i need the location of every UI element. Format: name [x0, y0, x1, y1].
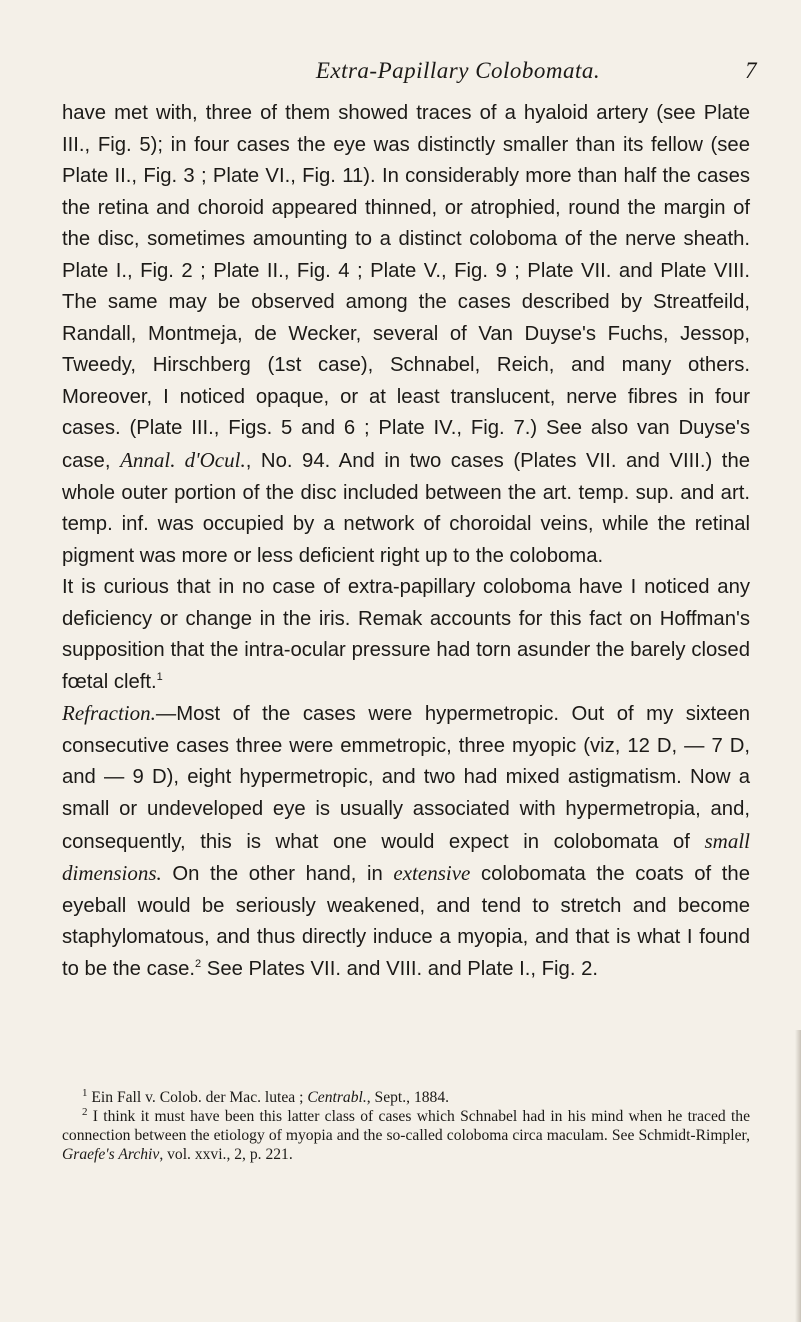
footnote-1-mark: 1 [82, 1086, 88, 1099]
page-number: 7 [745, 58, 757, 83]
footnote-1 [62, 1088, 750, 1107]
footnote-2-italic: Graefe's Archiv [62, 1146, 160, 1163]
italic-extensive: extensive [393, 861, 471, 886]
paragraph-2 [62, 572, 750, 698]
running-title: Extra-Papillary Colobomata. [315, 58, 601, 83]
footnote-1-text-a: Ein Fall v. Colob. der Mac. lutea ; [87, 1089, 304, 1106]
paragraph-3-text-d: See Plates VII. and VIII. and Plate I., Fig. 2. [201, 957, 599, 980]
footnote-2-text-a: I think it must have been this latter class of cases which Schnabel had in his mind when he traced the connection between the etiology of myopia and the so-called coloboma circa maculam. See Schmidt-Rimpler, [62, 1108, 750, 1144]
footnote-ref-2: 2 [195, 958, 202, 970]
footnote-2 [62, 1107, 750, 1164]
paragraph-1-text-b: , No. 94. And in two cases (Plates VII. and VIII.) the whole outer portion of the disc included between the art. temp. sup. and art. temp. inf. was occupied by a network of choroidal veins, while the retinal pigment was more or less deficient right up to the coloboma. [62, 450, 750, 567]
footnote-1-italic: Centrabl. [307, 1089, 367, 1106]
italic-small-dimensions: small dimensions. [62, 828, 751, 886]
paragraph-3 [62, 698, 750, 985]
paragraph-2-text: It is curious that in no case of extra-papillary coloboma have I noticed any deficiency or change in the iris. Remak accounts for this fact on Hoffman's supposition that the intra-ocular pressure had torn asunder the barely closed fœtal cleft. [62, 576, 750, 693]
footnotes [62, 1088, 750, 1164]
footnote-1-text-b: , Sept., 1884. [366, 1089, 450, 1106]
journal-title-italic: Annal. d'Ocul. [120, 448, 246, 473]
footnote-ref-1: 1 [156, 671, 163, 684]
footnote-2-mark: 2 [82, 1105, 88, 1118]
page-edge-shadow [795, 1030, 801, 1322]
paragraph-1-text-a: have met with, three of them showed traces of a hyaloid artery (see Plate III., Fig. 5); in four cases the eye was distinctly smaller than its fellow (see Plate II., Fig. 3 ; Plate VI., Fig. 11). In considerably more than half the cases the retina and choroid appeared thinned, or atrophied, round the margin of the disc, sometimes amounting to a distinct coloboma of the nerve sheath. Plate I., Fig. 2 ; Plate II., Fig. 4 ; Plate V., Fig. 9 ; Plate VII. and Plate VIII. The same may be observed among the cases described by Streatfeild, Randall, Montmeja, de Wecker, several of Van Duyse's Fuchs, Jessop, Tweedy, Hirschberg (1st case), Schnabel, Reich, and many others. Moreover, I noticed opaque, or at least translucent, nerve fibres in four cases. (Plate III., Figs. 5 and 6 ; Plate IV., Fig. 7.) See also van Duyse's case, [62, 102, 750, 473]
paragraph-3-text-c: colobomata the coats of the eyeball would be seriously weakened, and tend to stretch and become staphylomatous, and thus directly induce a myopia, and that is what I found to be the case. [62, 863, 750, 980]
paragraph-3-text-a: —Most of the cases were hypermetropic. Out of my sixteen consecutive cases three were emmetropic, three myopic (viz, 12 D, — 7 D, and — 9 D), eight hypermetropic, and two had mixed astigmatism. Now a small or undeveloped eye is usually associated with hypermetropia, and, consequently, this is what one would expect in colobomata of [62, 703, 750, 853]
paragraph-1 [62, 98, 750, 572]
section-heading-refraction: Refraction. [62, 701, 156, 726]
body-text [62, 98, 750, 985]
paragraph-3-text-b: On the other hand, in [161, 863, 383, 886]
footnote-2-text-b: , vol. xxvi., 2, p. 221. [159, 1146, 293, 1163]
